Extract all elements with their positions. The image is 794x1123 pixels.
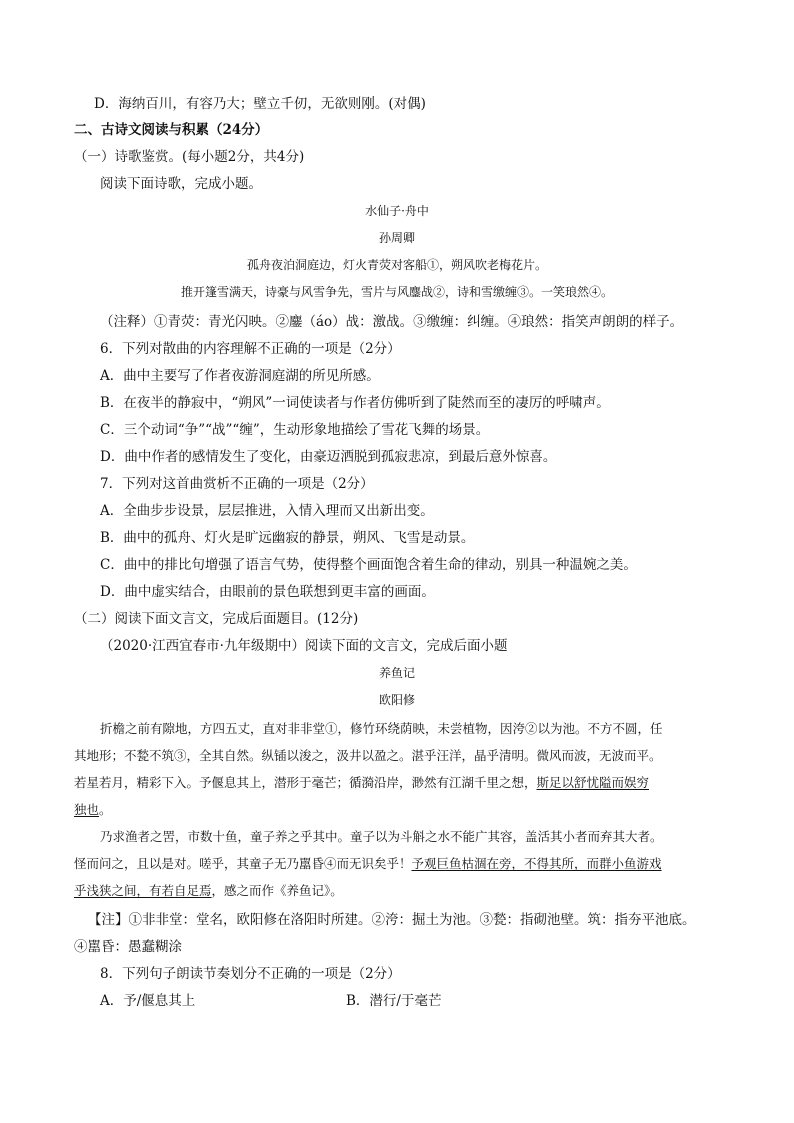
source-line: （2020·江西宜春市·九年级期中）阅读下面的文言文，完成后面小题 — [100, 638, 508, 654]
prose-p1-line-1: 折檐之前有隙地，方四五丈，直对非非堂①，修竹环绕荫映，未尝植物，因洿②以为池。不方不圆，任 — [100, 721, 663, 736]
poem-notes: （注释）①青荧：青光闪映。②鏖（áo）战：激战。③缴缠：纠缠。④琅然：指笑声朗朗的样子。 — [100, 314, 684, 330]
prose-p2-line-3-text: ，感之而作《养鱼记》。 — [211, 883, 343, 898]
prose-title: 养鱼记 — [378, 666, 415, 680]
prose-p1-line-3 — [74, 774, 649, 792]
subsection-2-heading: （二）阅读下面文言文，完成后面题目。(12分) — [74, 611, 359, 627]
prose-notes-line-1: 【注】①非非堂：堂名，欧阳修在洛阳时所建。②洿：掘土为池。③甃：指砌池壁。筑：指夯平池底。 — [88, 912, 696, 928]
prose-p1-line-4-text: 。 — [99, 802, 112, 817]
prose-p2-line-2 — [74, 855, 662, 873]
q6-option-b: B．在夜半的静寂中，“朔风”一词使读者与作者仿佛听到了陡然而至的凄厉的呼啸声。 — [100, 395, 610, 411]
q7-option-a: A．全曲步步设景，层层推进，入情入理而又出新出变。 — [100, 503, 434, 519]
q5-option-d: D．海纳百川，有容乃大；壁立千仞，无欲则刚。(对偶) — [94, 96, 426, 112]
q8-option-b: B．潜行/于毫芒 — [346, 993, 442, 1009]
q7-option-b: B．曲中的孤舟、灯火是旷远幽寂的静景，朔风、飞雪是动景。 — [100, 530, 475, 546]
prose-p2-line-3 — [74, 882, 343, 900]
prose-p2-line-1: 乃求渔者之罟，市数十鱼，童子养之乎其中。童子以为斗斛之水不能广其容，盖活其小者而弃其大者。 — [100, 829, 663, 844]
underlined-sentence-1b: 独也 — [74, 802, 100, 817]
q8-option-a: A．予/偃息其上 — [100, 993, 196, 1009]
prose-author: 欧阳修 — [378, 693, 415, 707]
subsection-1-heading: （一）诗歌鉴赏。(每小题2分，共4分) — [74, 149, 305, 165]
question-8: 8．下列句子朗读节奏划分不正确的一项是（2分） — [100, 966, 401, 982]
q7-option-d: D．曲中虚实结合，由眼前的景色联想到更丰富的画面。 — [100, 584, 435, 600]
poem-line-1: 孤舟夜泊洞庭边，灯火青荧对客船①，朔风吹老梅花片。 — [246, 258, 547, 272]
prose-p2-line-2-text: 怪而问之，且以是对。嗟乎，其童子无乃嚚昏④而无识矣乎！ — [74, 856, 412, 871]
prose-notes-line-2: ④嚚昏：愚蠢糊涂 — [74, 939, 182, 955]
question-6: 6．下列对散曲的内容理解不正确的一项是（2分） — [100, 341, 401, 357]
poem-author: 孙周卿 — [378, 231, 415, 245]
prose-p1-line-4 — [74, 801, 112, 819]
q6-option-a: A．曲中主要写了作者夜游洞庭湖的所见所感。 — [100, 368, 380, 384]
section-2-heading: 二、古诗文阅读与积累（24分） — [74, 122, 269, 138]
q6-option-d: D．曲中作者的感情发生了变化，由豪迈洒脱到孤寂悲凉，到最后意外惊喜。 — [100, 449, 557, 465]
instruction-1: 阅读下面诗歌，完成小题。 — [100, 176, 262, 192]
prose-p1-line-3-text: 若星若月，精彩下入。予偃息其上，潜形于毫芒；循漪沿岸，渺然有江湖千里之想， — [74, 775, 537, 790]
underlined-sentence-1a: 斯足以舒忧隘而娱穷 — [536, 775, 650, 790]
prose-p1-line-2: 其地形；不甃不筑③，全其自然。纵锸以浚之，汲井以盈之。湛乎汪洋，晶乎清明。微风而波，无波而平。 — [74, 748, 662, 763]
underlined-sentence-2a: 予观巨鱼枯涸在旁，不得其所，而群小鱼游戏 — [411, 856, 662, 871]
underlined-sentence-2b: 乎浅狭之间，有若自足焉 — [74, 883, 212, 898]
q6-option-c: C．三个动词“争”“战”“缠”，生动形象地描绘了雪花飞舞的场景。 — [100, 422, 490, 438]
question-7: 7．下列对这首曲赏析不正确的一项是（2分） — [100, 476, 374, 492]
poem-title: 水仙子·舟中 — [365, 204, 429, 218]
q7-option-c: C．曲中的排比句增强了语言气势，使得整个画面饱含着生命的律动，别具一种温婉之美。 — [100, 557, 637, 573]
poem-line-2: 推开篷雪满天，诗豪与风雪争先，雪片与风鏖战②，诗和雪缴缠③。一笑琅然④。 — [180, 285, 613, 299]
